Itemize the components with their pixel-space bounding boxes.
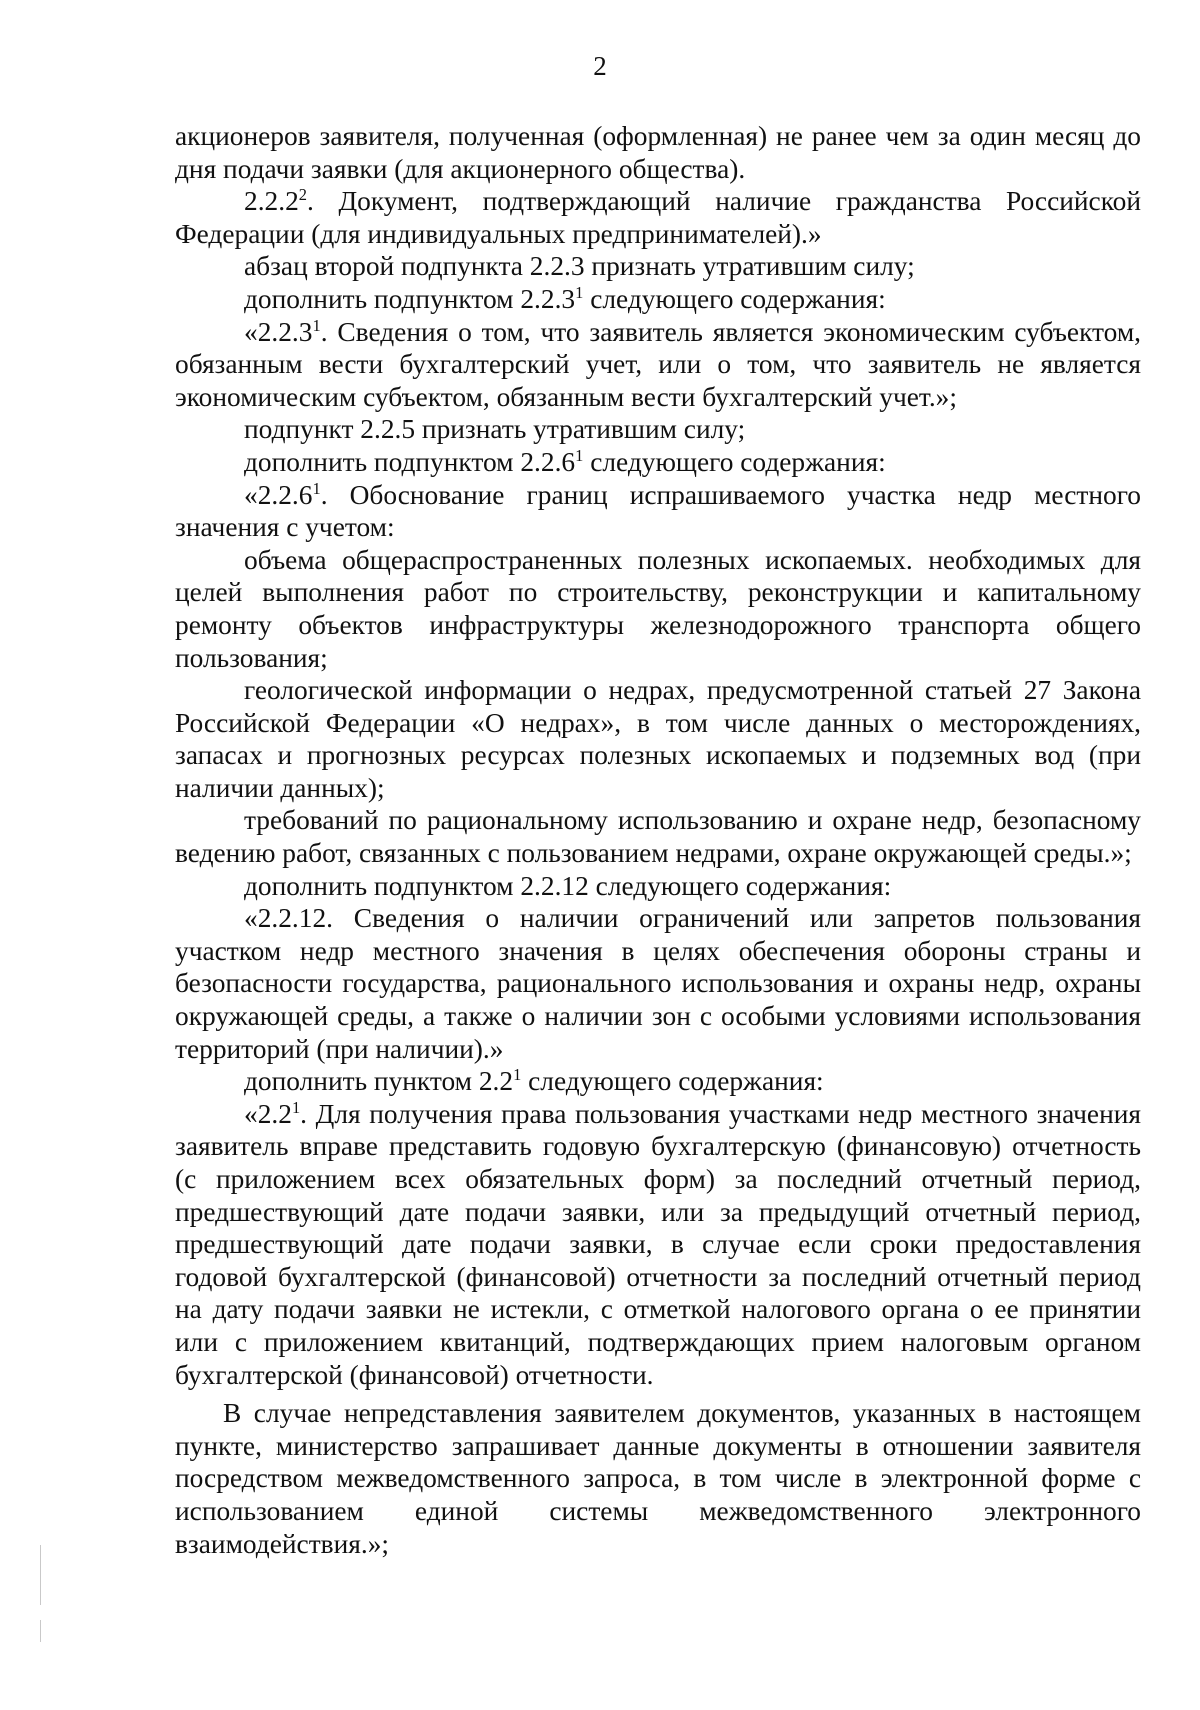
page-number: 2 [593, 51, 607, 81]
scan-margin-mark [40, 1545, 41, 1605]
scan-margin-mark [40, 1620, 41, 1642]
paragraph: подпункт 2.2.5 признать утратившим силу; [244, 414, 746, 445]
paragraph: «2.2.6$^1$. Обоснование границ испрашиваемого участка недр местного значения с учетом: [175, 478, 1141, 543]
paragraph: акционеров заявителя, полученная (оформленная) не ранее чем за один месяц до дня подачи заявки (для акционерного общества). [175, 121, 1141, 184]
paragraph: 2.2.2$^2$. Документ, подтверждающий наличие гражданства Российской Федерации (для индивидуальных предпринимателей).» [175, 185, 1141, 249]
paragraph: дополнить подпунктом 2.2.3$^1$ следующего содержания: [244, 282, 886, 314]
paragraph: дополнить пунктом $2.2^1$ следующего содержания: [244, 1065, 824, 1097]
paragraph: В случае непредставления заявителем документов, указанных в настоящем пункте, министерство запрашивает данные документы в отношении заявителя посредством межведомственного запроса, в том числе в электронной форме с использованием единой системы межведомственного электронного взаимодействия.»; [175, 1398, 1141, 1559]
document-body [175, 120, 1141, 1560]
paragraph: «$2.2^1$. Для получения права пользования участками недр местного значения заявитель вправе представить годовую бухгалтерскую (финансовую) отчетность (с приложением всех обязательных форм) за последний отчетный период, предшествующий дате подачи заявки, или за предыдущий отчетный период, предшествующий дате подачи заявки, в случае если сроки предоставления годовой бухгалтерской (финансовой) отчетности за последний отчетный период на дату подачи заявки не истекли, с отметкой налогового органа о ее принятии или с приложением квитанций, подтверждающих прием налоговым органом бухгалтерской (финансовой) отчетности. [175, 1097, 1141, 1390]
paragraph: «2.2.12. Сведения о наличии ограничений или запретов пользования участком недр местного значения в целях обеспечения обороны страны и безопасности государства, рационального использования и охраны недр, охраны окружающей среды, а также о наличии зон с особыми условиями использования территорий (при наличии).» [175, 903, 1141, 1064]
paragraph: дополнить подпунктом 2.2.6$^1$ следующего содержания: [244, 445, 886, 477]
paragraph: «2.2.3$^1$. Сведения о том, что заявитель является экономическим субъектом, обязанным вести бухгалтерский учет, или о том, что заявитель не является экономическим субъектом, обязанным вести бухгалтерский учет.»; [175, 315, 1141, 412]
paragraph: геологической информации о недрах, предусмотренной статьей 27 Закона Российской Федерации «О недрах», в том числе данных о месторождениях, запасах и прогнозных ресурсах полезных ископаемых и подземных вод (при наличии данных); [175, 675, 1141, 803]
paragraph: требований по рациональному использованию и охране недр, безопасному ведению работ, связанных с пользованием недрами, охране окружающей среды.»; [175, 805, 1141, 869]
paragraph: дополнить подпунктом 2.2.12 следующего содержания: [244, 870, 892, 901]
paragraph: абзац второй подпункта 2.2.3 признать утратившим силу; [244, 251, 915, 282]
paragraph: объема общераспространенных полезных ископаемых. необходимых для целей выполнения работ по строительству, реконструкции и капитальному ремонту объектов инфраструктуры железнодорожного транспорта общего пользования; [175, 544, 1141, 673]
